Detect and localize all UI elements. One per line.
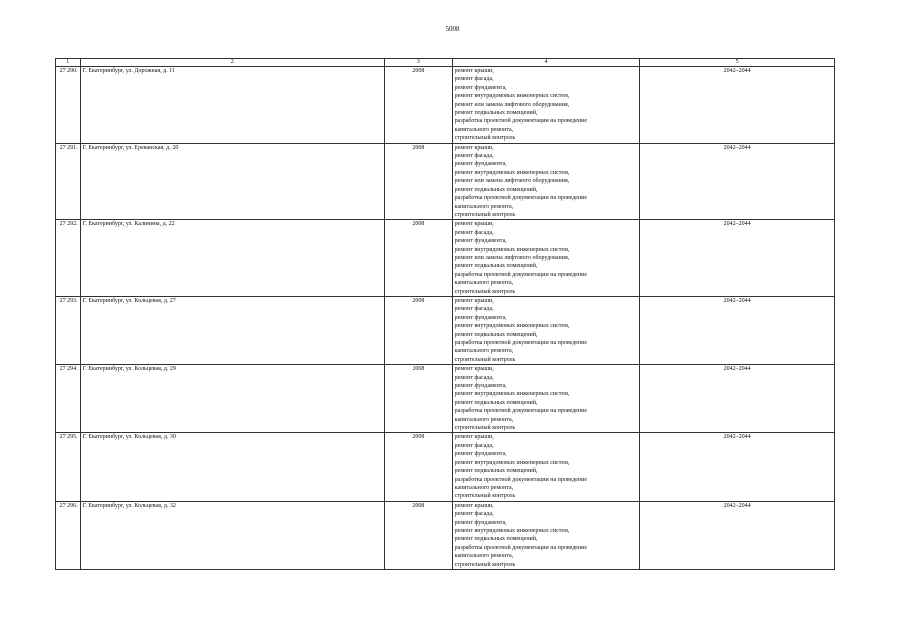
period-cell: 2042–2044 xyxy=(640,365,835,433)
row-number: 27 294. xyxy=(56,365,81,433)
work-item: ремонт фундамента, xyxy=(454,84,507,91)
work-item: ремонт подвальных помещений, xyxy=(454,110,538,117)
work-item: строительный контроль xyxy=(454,425,516,432)
works-cell xyxy=(452,220,640,297)
work-item: разработка проектной документации на проведение xyxy=(454,271,587,278)
work-item: капитального ремонта, xyxy=(454,416,514,423)
table-row xyxy=(56,433,835,501)
table-header-row xyxy=(56,59,835,67)
work-item: разработка проектной документации на проведение xyxy=(454,544,587,551)
work-item: разработка проектной документации на проведение xyxy=(454,118,587,125)
work-item: ремонт подвальных помещений, xyxy=(454,331,538,338)
address-cell: Г. Екатеринбург, ул. Калинина, д. 22 xyxy=(80,220,384,297)
address-cell: Г. Екатеринбург, ул. Дорожная, д. 11 xyxy=(80,67,384,144)
column-header-2: 2 xyxy=(80,59,384,67)
work-item: ремонт фасада, xyxy=(454,511,494,518)
work-item: ремонт крыши, xyxy=(454,68,494,74)
work-item: ремонт крыши, xyxy=(454,297,494,304)
period-cell: 2042–2044 xyxy=(640,433,835,501)
work-item: капитального ремонта, xyxy=(454,126,514,133)
work-item: ремонт или замена лифтового оборудования, xyxy=(454,254,570,261)
column-header-5: 5 xyxy=(640,59,835,67)
table-row xyxy=(56,365,835,433)
work-item: ремонт внутридомовых инженерных систем, xyxy=(454,459,570,466)
work-item: ремонт подвальных помещений, xyxy=(454,186,538,193)
table-body xyxy=(56,67,835,570)
row-number: 27 291. xyxy=(56,143,81,220)
work-item: ремонт фундамента, xyxy=(454,161,507,168)
work-item: строительный контроль xyxy=(454,288,516,295)
work-item: ремонт фасада, xyxy=(454,442,494,449)
work-item: строительный контроль xyxy=(454,211,516,218)
work-item: строительный контроль xyxy=(454,561,516,568)
work-item: строительный контроль xyxy=(454,135,516,142)
year-cell: 2008 xyxy=(385,220,453,297)
table-row xyxy=(56,501,835,569)
column-header-1: 1 xyxy=(56,59,81,67)
row-number: 27 290. xyxy=(56,67,81,144)
work-item: капитального ремонта, xyxy=(454,553,514,560)
work-item: ремонт внутридомовых инженерных систем, xyxy=(454,391,570,398)
table-row xyxy=(56,143,835,220)
year-cell: 2008 xyxy=(385,67,453,144)
works-cell xyxy=(452,365,640,433)
year-cell: 2008 xyxy=(385,365,453,433)
year-cell: 2008 xyxy=(385,501,453,569)
works-cell xyxy=(452,433,640,501)
work-item: ремонт подвальных помещений, xyxy=(454,399,538,406)
work-item: разработка проектной документации на проведение xyxy=(454,340,587,346)
work-item: капитального ремонта, xyxy=(454,484,514,491)
works-cell xyxy=(452,143,640,220)
work-item: ремонт крыши, xyxy=(454,221,494,228)
work-item: ремонт или замена лифтового оборудования, xyxy=(454,178,570,185)
work-item: ремонт фундамента, xyxy=(454,451,507,458)
work-item: разработка проектной документации на проведение xyxy=(454,195,587,202)
repair-schedule-table xyxy=(55,58,835,570)
work-item: ремонт фасада, xyxy=(454,153,494,160)
work-item: ремонт внутридомовых инженерных систем, xyxy=(454,246,570,253)
row-number: 27 292. xyxy=(56,220,81,297)
work-item: ремонт или замена лифтового оборудования, xyxy=(454,101,570,108)
row-number: 27 293. xyxy=(56,296,81,364)
work-item: строительный контроль xyxy=(454,356,516,363)
work-item: капитального ремонта, xyxy=(454,280,514,287)
work-item: ремонт внутридомовых инженерных систем, xyxy=(454,93,570,100)
year-cell: 2008 xyxy=(385,143,453,220)
table-row xyxy=(56,67,835,144)
work-item: ремонт фасада, xyxy=(454,76,494,83)
address-cell: Г. Екатеринбург, ул. Кольцевая, д. 30 xyxy=(80,433,384,501)
work-item: ремонт фундамента, xyxy=(454,383,507,390)
work-item: ремонт крыши, xyxy=(454,366,494,373)
work-item: ремонт подвальных помещений, xyxy=(454,263,538,270)
work-item: строительный контроль xyxy=(454,493,516,500)
table-row xyxy=(56,220,835,297)
work-item: ремонт подвальных помещений, xyxy=(454,468,538,475)
work-item: ремонт фундамента, xyxy=(454,519,507,526)
address-cell: Г. Екатеринбург, ул. Кольцевая, д. 29 xyxy=(80,365,384,433)
address-cell: Г. Екатеринбург, ул. Кольцевая, д. 27 xyxy=(80,296,384,364)
work-item: ремонт фасада, xyxy=(454,374,494,381)
column-header-3: 3 xyxy=(385,59,453,67)
year-cell: 2008 xyxy=(385,433,453,501)
period-cell: 2042–2044 xyxy=(640,296,835,364)
work-item: ремонт внутридомовых инженерных систем, xyxy=(454,169,570,176)
row-number: 27 295. xyxy=(56,433,81,501)
work-item: ремонт подвальных помещений, xyxy=(454,536,538,543)
work-item: ремонт фасада, xyxy=(454,306,494,313)
year-cell: 2008 xyxy=(385,296,453,364)
works-cell xyxy=(452,501,640,569)
period-cell: 2042–2044 xyxy=(640,67,835,144)
works-cell xyxy=(452,67,640,144)
work-item: разработка проектной документации на проведение xyxy=(454,408,587,415)
work-item: ремонт фундамента, xyxy=(454,314,507,321)
address-cell: Г. Екатеринбург, ул. Кольцевая, д. 32 xyxy=(80,501,384,569)
period-cell: 2042–2044 xyxy=(640,220,835,297)
work-item: капитального ремонта, xyxy=(454,348,514,355)
work-item: ремонт крыши, xyxy=(454,434,494,441)
row-number: 27 296. xyxy=(56,501,81,569)
page-number: 5008 xyxy=(445,25,460,33)
work-item: ремонт крыши, xyxy=(454,144,494,151)
column-header-4: 4 xyxy=(452,59,640,67)
period-cell: 2042–2044 xyxy=(640,501,835,569)
address-cell: Г. Екатеринбург, ул. Ереванская, д. 20 xyxy=(80,143,384,220)
work-item: ремонт внутридомовых инженерных систем, xyxy=(454,323,570,330)
work-item: ремонт внутридомовых инженерных систем, xyxy=(454,527,570,534)
works-cell xyxy=(452,296,640,364)
work-item: ремонт фасада, xyxy=(454,229,494,236)
period-cell: 2042–2044 xyxy=(640,143,835,220)
work-item: ремонт крыши, xyxy=(454,502,494,509)
work-item: ремонт фундамента, xyxy=(454,238,507,245)
work-item: разработка проектной документации на проведение xyxy=(454,476,587,483)
table-row xyxy=(56,296,835,364)
work-item: капитального ремонта, xyxy=(454,203,514,210)
